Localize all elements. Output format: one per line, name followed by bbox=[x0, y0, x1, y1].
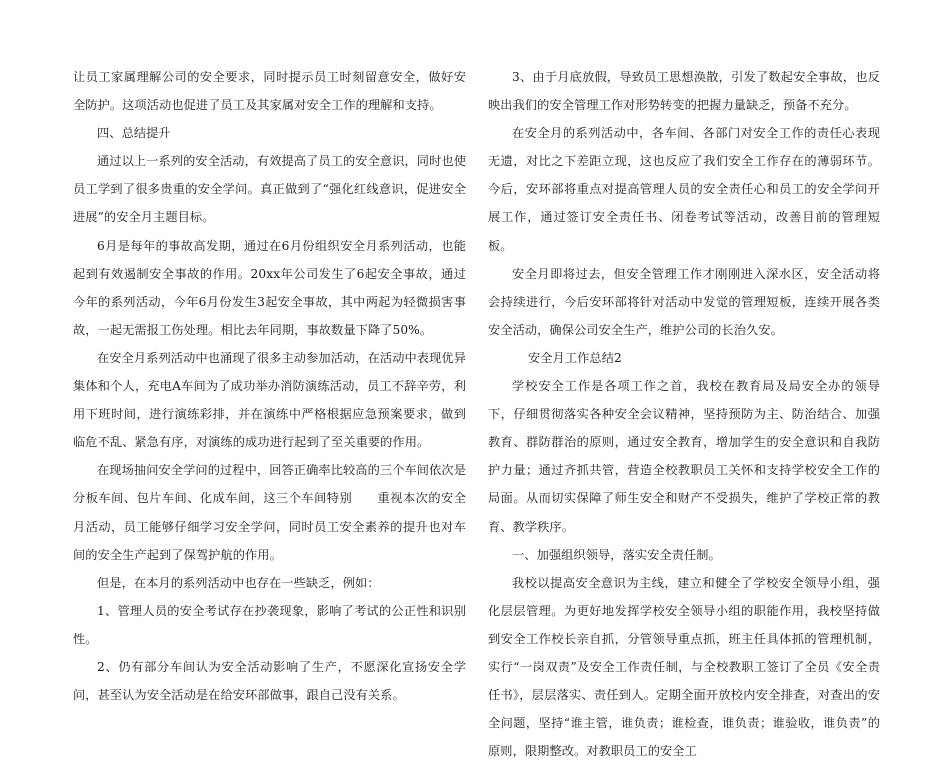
paragraph: 安全月即将过去，但安全管理工作才刚刚进入深水区，安全活动将会持续进行，今后安环部将针对活动中发觉的管理短板，连续开展各类安全活动，确保公司安全生产，维护公司的长治久安。 bbox=[488, 266, 880, 337]
section-heading: 四、总结提升 bbox=[97, 126, 171, 141]
paragraph: 在安全月系列活动中也涌现了很多主动参加活动，在活动中表现优异集体和个人，充电A车间为了成功举办消防演练活动，员工不辞辛劳，利用下班时间，进行演练彩排，并在演练中严格根据应急预案要求，做到临危不乱、紧急有序，对演练的成功进行起到了至关重要的作用。 bbox=[73, 350, 466, 450]
document-subtitle: 安全月工作总结2 bbox=[528, 350, 622, 365]
paragraph: 学校安全工作是各项工作之首，我校在教育局及局安全办的领导下，仔细贯彻落实各种安全会议精神，坚持预防为主、防治结合、加强教育、群防群治的原则，通过安全教育，增加学生的安全意识和自我防护力量；通过齐抓共管，营造全校教职员工关怀和支持学校安全工作的局面。从而切实保障了师生安全和财产不受损失，维护了学校正常的教育、教学秩序。 bbox=[488, 379, 880, 534]
right-column bbox=[488, 63, 880, 765]
paragraph: 在安全月的系列活动中，各车间、各部门对安全工作的责任心表现无遗，对比之下差距立现，这也反应了我们安全工作存在的薄弱环节。今后，安环部将重点对提高管理人员的安全责任心和员工的安全学问开展工作，通过签订安全责任书、闭卷考试等活动，改善目前的管理短板。 bbox=[488, 126, 880, 253]
list-item: 2、仍有部分车间认为安全活动影响了生产，不愿深化宣扬安全学问，甚至认为安全活动是在给安环部做事，跟自己没有关系。 bbox=[73, 659, 466, 703]
paragraph: 但是，在本月的系列活动中也存在一些缺乏，例如： bbox=[97, 575, 380, 590]
section-heading: 一、加强组织领导，落实安全责任制。 bbox=[512, 547, 721, 562]
paragraph: 通过以上一系列的安全活动，有效提高了员工的安全意识，同时也使员工学到了很多贵重的安全学问。真正做到了“强化红线意识，促进安全进展”的安全月主题目标。 bbox=[73, 154, 466, 225]
paragraph: 让员工家属理解公司的安全要求，同时提示员工时刻留意安全，做好安全防护。这项活动也促进了员工及其家属对安全工作的理解和支持。 bbox=[73, 70, 466, 113]
left-column bbox=[73, 63, 466, 709]
paragraph: 6月是每年的事故高发期，通过在6月份组织安全月系列活动，也能起到有效遏制安全事故的作用。20xx年公司发生了6起安全事故，通过今年的系列活动，今年6月份发生3起安全事故，其中两起为轻微损害事故，一起无需报工伤处理。相比去年同期，事故数量下降了50%。 bbox=[73, 238, 466, 337]
paragraph: 我校以提高安全意识为主线，建立和健全了学校安全领导小组，强化层层管理。为更好地发挥学校安全领导小组的职能作用，我校坚持做到安全工作校长亲自抓，分管领导重点抓，班主任具体抓的管理机制，实行“一岗双责”及安全工作责任制，与全校教职工签订了全员《安全责任书》，层层落实、责任到人。定期全面开放校内安全排查，对查出的安全问题，坚持“谁主管，谁负责；谁检查，谁负责；谁验收，谁负责”的原则，限期整改。对教职员工的安全工 bbox=[488, 575, 880, 759]
list-item: 1、管理人员的安全考试存在抄袭现象，影响了考试的公正性和识别性。 bbox=[73, 603, 466, 646]
list-item: 3、由于月底放假，导致员工思想涣散，引发了数起安全事故，也反映出我们的安全管理工作对形势转变的把握力量缺乏，预备不充分。 bbox=[488, 70, 880, 113]
paragraph: 在现场抽问安全学问的过程中，回答正确率比较高的三个车间依次是分板车间、包片车间、化成车间，这三个车间特别 重视本次的安全月活动，员工能够仔细学习安全学问，同时员工安全素养的提升也对车间的安全生产起到了保驾护航的作用。 bbox=[73, 463, 466, 562]
